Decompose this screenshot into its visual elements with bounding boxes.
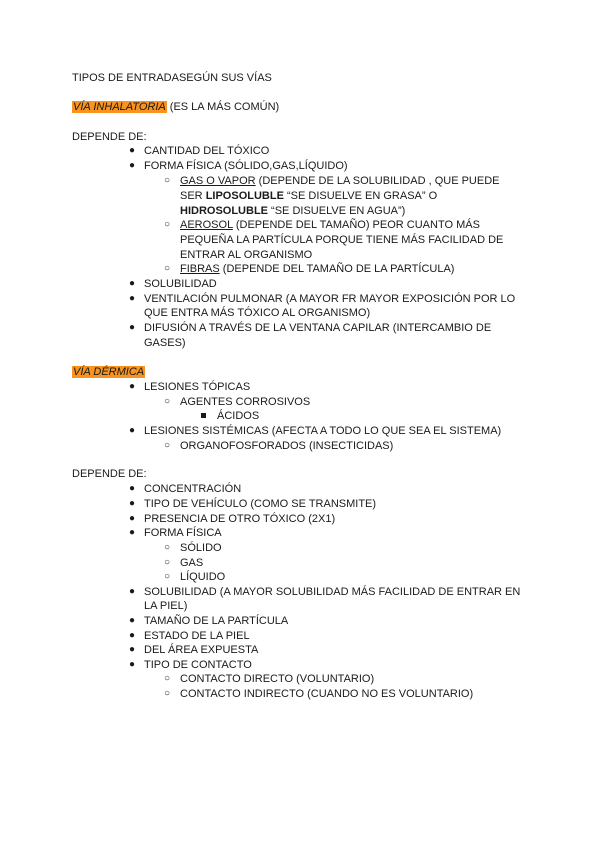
bullet-dot-icon: ● <box>129 615 136 626</box>
bullet-dot-icon: ● <box>129 513 136 524</box>
bullet-dot-icon: ● <box>129 659 136 670</box>
list-item: CONCENTRACIÓN <box>144 483 242 495</box>
list-item: LESIONES TÓPICAS <box>144 381 251 393</box>
underlined-term: FIBRAS <box>180 263 220 275</box>
list-item: FORMA FÍSICA <box>144 527 222 539</box>
highlighted-heading: VÍA DÉRMICA <box>73 366 145 378</box>
bullet-dot-icon: ● <box>129 293 136 304</box>
section-heading-dermica <box>72 365 145 379</box>
list-item-continuation <box>180 204 405 218</box>
bullet-circle-icon: ○ <box>164 571 171 582</box>
list-item: TIPO DE VEHÍCULO (COMO SE TRANSMITE) <box>144 498 377 510</box>
bullet-dot-icon: ● <box>129 278 136 289</box>
bullet-dot-icon: ● <box>129 145 136 156</box>
item-text: SER <box>180 190 206 202</box>
list-item: TAMAÑO DE LA PARTÍCULA <box>144 615 289 627</box>
bold-term: HIDROSOLUBLE <box>180 205 268 217</box>
bullet-circle-icon: ○ <box>164 542 171 553</box>
bullet-dot-icon: ● <box>129 527 136 538</box>
bullet-dot-icon: ● <box>129 322 136 333</box>
list-item: ORGANOFOSFORADOS (INSECTICIDAS) <box>180 440 394 452</box>
list-item-continuation: QUE ENTRA MÁS TÓXICO AL ORGANISMO) <box>144 307 371 319</box>
list-item: AGENTES CORROSIVOS <box>180 396 311 408</box>
underlined-term: GAS O VAPOR <box>180 175 256 187</box>
bullet-dot-icon: ● <box>129 381 136 392</box>
list-item: SÓLIDO <box>180 542 222 554</box>
bullet-dot-icon: ● <box>129 483 136 494</box>
depends-label: DEPENDE DE: <box>72 131 147 143</box>
bullet-circle-icon: ○ <box>164 673 171 684</box>
highlighted-heading: VÍA INHALATORIA <box>73 101 166 113</box>
list-item <box>180 174 500 188</box>
list-item: ESTADO DE LA PIEL <box>144 630 250 642</box>
list-item-continuation <box>180 189 437 203</box>
list-item: CANTIDAD DEL TÓXICO <box>144 145 270 157</box>
list-item-continuation: ENTRAR AL ORGANISMO <box>180 249 313 261</box>
bullet-circle-icon: ○ <box>164 557 171 568</box>
list-item: LESIONES SISTÉMICAS (AFECTA A TODO LO QUE SEA EL SISTEMA) <box>144 425 502 437</box>
list-item: DEL ÁREA EXPUESTA <box>144 644 259 656</box>
bullet-dot-icon: ● <box>129 498 136 509</box>
bullet-circle-icon: ○ <box>164 263 171 274</box>
depends-label: DEPENDE DE: <box>72 468 147 480</box>
list-item: CONTACTO INDIRECTO (CUANDO NO ES VOLUNTARIO) <box>180 688 474 700</box>
list-item: PRESENCIA DE OTRO TÓXICO (2X1) <box>144 513 336 525</box>
list-item: CONTACTO DIRECTO (VOLUNTARIO) <box>180 673 375 685</box>
list-item <box>180 262 454 276</box>
list-item-continuation: GASES) <box>144 337 186 349</box>
item-text: (DEPENDE DEL TAMAÑO DE LA PARTÍCULA) <box>219 263 455 275</box>
bullet-circle-icon: ○ <box>164 396 171 407</box>
item-text: “SE DISUELVE EN GRASA” O <box>283 190 438 202</box>
bullet-dot-icon: ● <box>129 586 136 597</box>
list-item: TIPO DE CONTACTO <box>144 659 252 671</box>
section-heading-inhalatoria <box>72 100 279 114</box>
list-item: GAS <box>180 557 204 569</box>
list-item: DIFUSIÓN A TRAVÉS DE LA VENTANA CAPILAR (INTERCAMBIO DE <box>144 322 492 334</box>
list-item-continuation: PEQUEÑA LA PARTÍCULA PORQUE TIENE MÁS FACILIDAD DE <box>180 234 504 246</box>
list-item: FORMA FÍSICA (SÓLIDO,GAS,LÍQUIDO) <box>144 160 348 172</box>
bullet-circle-icon: ○ <box>164 688 171 699</box>
bullet-dot-icon: ● <box>129 630 136 641</box>
heading-note: (ES LA MÁS COMÚN) <box>166 101 280 113</box>
list-item-continuation: LA PIEL) <box>144 600 188 612</box>
bold-term: LIPOSOLUBLE <box>205 190 284 202</box>
bullet-circle-icon: ○ <box>164 219 171 230</box>
page-title: TIPOS DE ENTRADASEGÚN SUS VÍAS <box>72 72 272 84</box>
bullet-dot-icon: ● <box>129 160 136 171</box>
item-text: (DEPENDE DE LA SOLUBILIDAD , QUE PUEDE <box>255 175 500 187</box>
list-item: SOLUBILIDAD (A MAYOR SOLUBILIDAD MÁS FACILIDAD DE ENTRAR EN <box>144 586 521 598</box>
bullet-circle-icon: ○ <box>164 440 171 451</box>
list-item: LÍQUIDO <box>180 571 226 583</box>
list-item: ÁCIDOS <box>217 410 260 422</box>
item-text: “SE DISUELVE EN AGUA”) <box>268 205 406 217</box>
bullet-dot-icon: ● <box>129 644 136 655</box>
item-text: (DEPENDE DEL TAMAÑO) PEOR CUANTO MÁS <box>232 219 480 231</box>
list-item: SOLUBILIDAD <box>144 278 217 290</box>
underlined-term: AEROSOL <box>180 219 233 231</box>
bullet-dot-icon: ● <box>129 425 136 436</box>
bullet-square-icon <box>201 413 206 418</box>
bullet-circle-icon: ○ <box>164 175 171 186</box>
list-item: VENTILACIÓN PULMONAR (A MAYOR FR MAYOR EXPOSICIÓN POR LO <box>144 293 516 305</box>
list-item <box>180 218 480 232</box>
